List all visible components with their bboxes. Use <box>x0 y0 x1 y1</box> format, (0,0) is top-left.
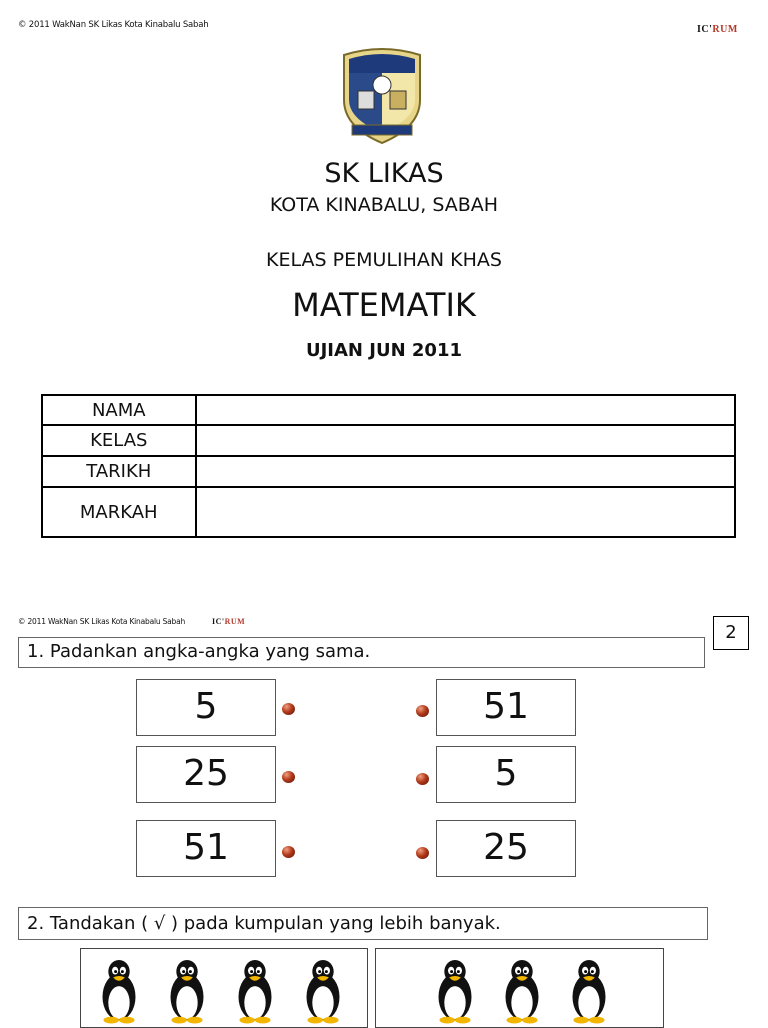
info-row-kelas <box>42 425 735 456</box>
date-field[interactable] <box>196 456 735 487</box>
info-label: MARKAH <box>42 487 196 537</box>
match-dot-right[interactable] <box>416 705 429 717</box>
info-row-nama <box>42 395 735 425</box>
right-number-box: 51 <box>436 679 576 736</box>
student-info-table <box>41 394 736 538</box>
match-dot-left[interactable] <box>282 703 295 715</box>
exam-title: UJIAN JUN 2011 <box>305 340 462 361</box>
brand-part1: IC' <box>212 617 225 626</box>
info-label: KELAS <box>42 425 196 456</box>
match-dot-left[interactable] <box>282 846 295 858</box>
brand-logo <box>212 617 245 626</box>
brand-part2: RUM <box>712 24 738 35</box>
penguin-icon <box>501 958 543 1024</box>
info-label: NAMA <box>42 395 196 425</box>
right-number-box: 25 <box>436 820 576 877</box>
info-row-markah <box>42 487 735 537</box>
school-crest-icon <box>338 45 426 145</box>
name-field[interactable] <box>196 395 735 425</box>
subject-title: MATEMATIK <box>292 286 476 324</box>
match-dot-right[interactable] <box>416 773 429 785</box>
match-dot-right[interactable] <box>416 847 429 859</box>
info-row-tarikh <box>42 456 735 487</box>
left-number-box: 5 <box>136 679 276 736</box>
brand-part1: IC' <box>697 24 713 35</box>
left-number-box: 51 <box>136 820 276 877</box>
left-number-box: 25 <box>136 746 276 803</box>
question-2-instruction: 2. Tandakan ( √ ) pada kumpulan yang lebih banyak. <box>18 907 708 940</box>
question-1-instruction: 1. Padankan angka-angka yang sama. <box>18 637 705 668</box>
info-label: TARIKH <box>42 456 196 487</box>
penguin-icon <box>302 958 344 1024</box>
marks-field[interactable] <box>196 487 735 537</box>
right-number-box: 5 <box>436 746 576 803</box>
copyright-notice: © 2011 WakNan SK Likas Kota Kinabalu Sabah <box>18 20 209 30</box>
class-name: KELAS PEMULIHAN KHAS <box>266 249 502 271</box>
class-field[interactable] <box>196 425 735 456</box>
school-city: KOTA KINABALU, SABAH <box>269 194 499 216</box>
penguin-icon <box>166 958 208 1024</box>
brand-logo <box>697 24 738 35</box>
page-number: 2 <box>713 616 749 650</box>
penguin-icon <box>98 958 140 1024</box>
brand-part2: RUM <box>224 617 246 626</box>
penguin-icon <box>568 958 610 1024</box>
penguin-icon <box>234 958 276 1024</box>
copyright-notice: © 2011 WakNan SK Likas Kota Kinabalu Sabah <box>18 617 186 626</box>
school-name: SK LIKAS <box>324 158 444 189</box>
penguin-icon <box>434 958 476 1024</box>
match-dot-left[interactable] <box>282 771 295 783</box>
